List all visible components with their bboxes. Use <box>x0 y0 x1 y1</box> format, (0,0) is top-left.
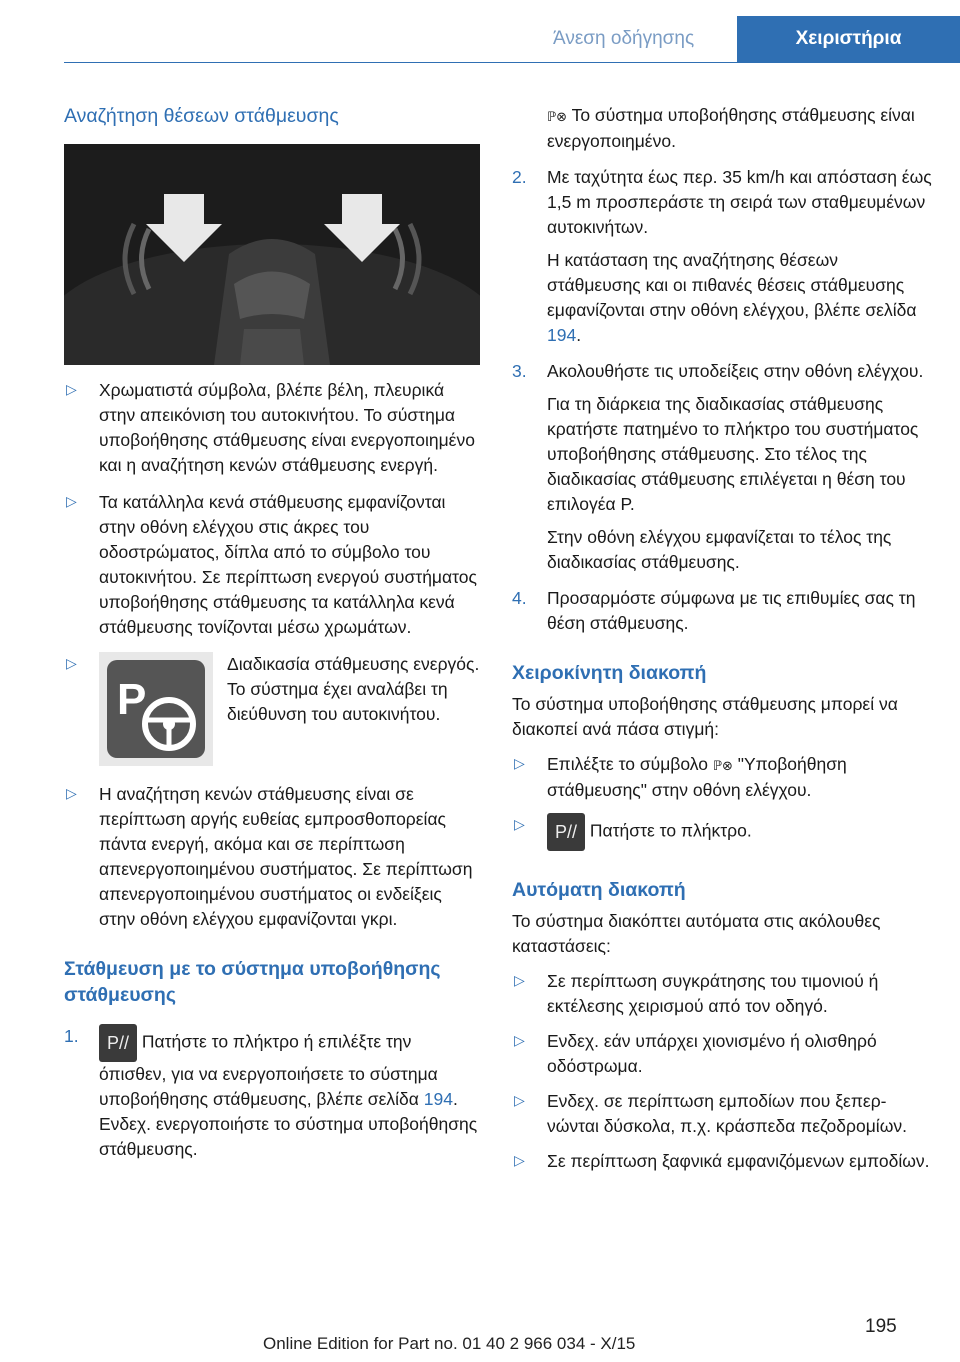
step-text: Στην οθόνη ελέγχου εμφανίζεται το τέλος της διαδικασίας στάθμευσης. <box>547 527 892 572</box>
triangle-bullet-icon: ▷ <box>514 1092 525 1108</box>
step-number: 1. <box>64 1026 79 1046</box>
heading-park-with-assistant: Στάθμευση με το σύστημα υποβοήθησης στάθμευσης <box>64 958 441 1006</box>
footer-edition: Online Edition for Part no. 01 40 2 966 034 - X/15 <box>263 1334 636 1353</box>
step-2-detail <box>547 248 932 348</box>
car-arrows-icon <box>64 144 480 365</box>
list-item <box>512 752 932 803</box>
bullet-text: Ενδεχ. εάν υπάρχει χιονισμένο ή ολισθηρό οδόστρωμα. <box>547 1031 877 1076</box>
park-assist-symbol-icon: ℙ⊗ <box>712 758 733 773</box>
step-text: Για τη διάρκεια της διαδικασίας στάθμευσης κρατήστε πατημένο το πλήκτρο του συστήματος υποβοήθησης στάθμευσης. Στο τέλος της διαδικασίας στάθμευσης επιλέγεται η θέση του επιλογέα P. <box>547 394 919 514</box>
list-item <box>512 1149 932 1174</box>
header-rule <box>64 62 960 63</box>
step-1 <box>64 1024 482 1162</box>
step-text: . Ενδεχ. ενεργοποιήστε το σύστημα υποβοήθησης στάθμευσης. <box>99 1089 478 1159</box>
step-text: Η κατάσταση της αναζήτησης θέσεων στάθμευσης και οι πιθανές θέσεις στάθμευσης εμφανίζονται στην οθόνη ελέγχου, βλέπε σελίδα <box>547 250 917 320</box>
triangle-bullet-icon: ▷ <box>66 381 77 397</box>
list-item <box>64 378 482 478</box>
triangle-bullet-icon: ▷ <box>514 1032 525 1048</box>
svg-text:P: P <box>117 675 147 724</box>
left-bullets <box>64 378 482 1162</box>
heading-auto-stop: Αυτόματη διακοπή <box>512 879 686 901</box>
intro-line <box>512 103 932 154</box>
step-2 <box>512 165 932 348</box>
paragraph: Το σύστημα υποβοήθησης στάθμευσης μπορεί να διακοπεί ανά πάσα στιγμή: <box>512 694 898 739</box>
bullet-text: Σε περίπτωση συγκράτησης του τιμονιού ή εκτέλεσης χειρισμού από τον οδηγό. <box>547 971 879 1016</box>
page-number: 195 <box>865 1316 897 1337</box>
park-assist-button-icon: P// <box>99 1024 137 1062</box>
step-text: Προσαρμόστε σύμφωνα με τις επιθυμίες σας τη θέση στάθμευσης. <box>547 588 916 633</box>
list-item <box>64 490 482 640</box>
parking-steering-icon <box>99 652 213 766</box>
step-number: 4. <box>512 588 527 608</box>
paragraph: Το σύστημα διακόπτει αυτόματα στις ακόλουθες καταστάσεις: <box>512 911 881 956</box>
triangle-bullet-icon: ▷ <box>514 816 525 832</box>
list-item <box>512 969 932 1019</box>
bullet-text: Επιλέξτε το σύμβολο <box>547 754 708 774</box>
bullet-text: Ενδεχ. σε περίπτωση εμποδίων που ξεπερνώνται δύσκολα, π.χ. κράσπεδα πεζοδρομίων. <box>547 1091 907 1136</box>
heading-parking-search: Αναζήτηση θέσεων στάθμευσης <box>64 105 339 127</box>
triangle-bullet-icon: ▷ <box>514 755 525 771</box>
triangle-bullet-icon: ▷ <box>514 972 525 988</box>
intro-text: Το σύστημα υποβοήθησης στάθμευσης είναι ενεργοποιημένο. <box>547 105 915 151</box>
park-assist-button-icon: P// <box>547 813 585 851</box>
bullet-text: "Υποβοήθηση στάθμευσης" στην οθόνη ελέγχου. <box>547 754 847 800</box>
bullet-text: Χρωματιστά σύμβολα, βλέπε βέλη, πλευρικά στην απεικόνιση του αυτοκινήτου. Το σύστημα υποβοήθησης στάθμευσης είναι ενεργοποιημένο και η αναζήτηση κενών στάθμευσης ενεργή. <box>99 380 475 475</box>
page-link[interactable]: 194 <box>423 1089 453 1109</box>
heading-manual-stop: Χειροκίνητη διακοπή <box>512 662 707 684</box>
bullet-text: Η αναζήτηση κενών στάθμευσης είναι σε περίπτωση αργής ευθείας εμπροσθοπορείας πάντα ενεργή, ακόμα και σε περίπτωση απενεργοποιημένου συστήματος. Σε περίπτωση απενεργοποιημένου συστήματος οι ενδείξεις στην οθόνη ελέγχου εμφανίζονται γκρι. <box>99 784 473 929</box>
list-item <box>64 652 482 770</box>
step-number: 2. <box>512 167 527 187</box>
chapter-tab[interactable] <box>737 16 960 62</box>
chapter-label: Χειριστήρια <box>795 28 902 49</box>
step-text: Πατήστε το πλήκτρο ή επιλέξτε την όπισθεν, για να ενεργοποιήσετε το σύστημα υποβοήθησης στάθμευσης, βλέπε σελίδα <box>99 1031 438 1109</box>
step-text: Με ταχύτητα έως περ. 35 km/h και απόσταση έως 1,5 m προσπεράστε τη σειρά των σταθμευμένων αυτοκινήτων. <box>547 167 932 237</box>
right-column <box>512 103 932 1174</box>
page-link[interactable]: 194 <box>547 325 577 345</box>
triangle-bullet-icon: ▷ <box>66 493 77 509</box>
step-4 <box>512 586 932 636</box>
list-item <box>512 1029 932 1079</box>
triangle-bullet-icon: ▷ <box>66 785 77 801</box>
step-number: 3. <box>512 361 527 381</box>
step-3 <box>512 359 932 575</box>
parking-search-illustration <box>64 144 480 365</box>
left-column <box>64 103 482 129</box>
bullet-text: Σε περίπτωση ξαφνικά εμφανιζόμενων εμποδίων. <box>547 1151 930 1171</box>
list-item <box>512 813 932 851</box>
triangle-bullet-icon: ▷ <box>66 655 77 671</box>
bullet-text: Πατήστε το πλήκτρο. <box>589 820 752 841</box>
triangle-bullet-icon: ▷ <box>514 1152 525 1168</box>
section-title: Άνεση οδήγησης <box>553 28 695 49</box>
bullet-text: Τα κατάλληλα κενά στάθμευσης εμφανίζονται στην οθόνη ελέγχου στις άκρες του οδοστρώματος, δίπλα από το σύμβολο του αυτοκινήτου. Σε περίπτωση ενεργού συστήματος υποβοήθησης στάθμευσης τα κατάλληλα κενά στάθμευσης τονίζονται μέσω χρωμάτων. <box>99 492 477 637</box>
step-text: . <box>576 325 582 345</box>
list-item <box>512 1089 932 1139</box>
park-assist-symbol-icon: ℙ⊗ <box>547 109 568 124</box>
step-text: Ακολουθήστε τις υποδείξεις στην οθόνη ελέγχου. <box>547 361 924 381</box>
bullet-text: Διαδικασία στάθμευσης ενεργός. Το σύστημα έχει αναλάβει τη διεύθυνση του αυτοκινήτου. <box>227 654 480 724</box>
list-item <box>64 782 482 932</box>
